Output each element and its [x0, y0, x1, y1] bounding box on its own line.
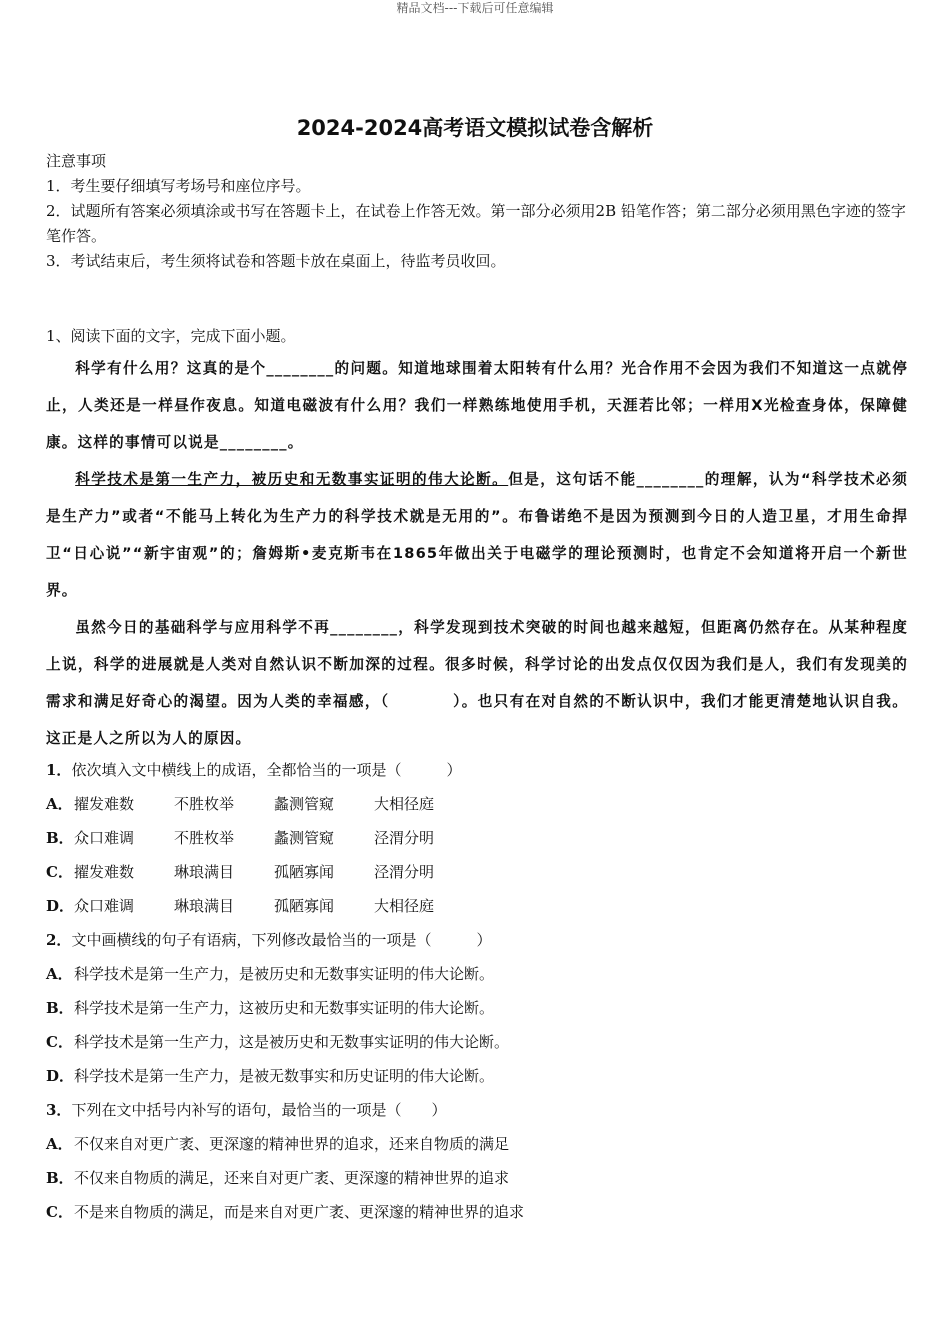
- notice-item: 1．考生要仔细填写考场号和座位序号。: [46, 177, 311, 195]
- question-option: A．不仅来自对更广袤、更深邃的精神世界的追求，还来自物质的满足: [46, 1135, 510, 1153]
- notice-item: 2．试题所有答案必须填涂或书写在答题卡上，在试卷上作答无效。第一部分必须用2B 铅笔作答；第二部分必须用黑色字迹的签字笔作答。: [46, 202, 906, 245]
- question-option: A．擢发难数 不胜枚举 蠡测管窥 大相径庭: [46, 795, 435, 813]
- passage-paragraph: 虽然今日的基础科学与应用科学不再________，科学发现到技术突破的时间也越来越短，但距离仍然存在。从某种程度上说，科学的进展就是人类对自然认识不断加深的过程。很多时候，科学讨论的出发点仅仅因为我们是人，我们有发现美的需求和满足好奇心的渴望。因为人类的幸福感，（ ）。也只有在对自然的不断认识中，我们才能更清楚地认识自我。这正是人之所以为人的原因。: [46, 619, 908, 747]
- reading-passage: [46, 350, 908, 757]
- passage-paragraph: 科学有什么用？这真的是个________的问题。知道地球围着太阳转有什么用？光合作用不会因为我们不知道这一点就停止，人类还是一样昼作夜息。知道电磁波有什么用？我们一样熟练地使用手机，天涯若比邻；一样用X光检查身体，保障健康。这样的事情可以说是________。: [46, 360, 908, 451]
- question-stem: 2．文中画横线的句子有语病，下列修改最恰当的一项是（ ）: [46, 931, 492, 949]
- document-title: 2024-2024高考语文模拟试卷含解析: [296, 116, 654, 140]
- question-option: B．不仅来自物质的满足，还来自对更广袤、更深邃的精神世界的追求: [46, 1169, 510, 1187]
- page-header: 精品文档---下载后可任意编辑: [396, 1, 554, 15]
- question-stem: 3．下列在文中括号内补写的语句，最恰当的一项是（ ）: [46, 1101, 447, 1119]
- question-list: [46, 753, 908, 1229]
- question-option: D．众口难调 琳琅满目 孤陋寡闻 大相径庭: [46, 897, 435, 915]
- section-heading: 1、阅读下面的文字，完成下面小题。: [46, 327, 296, 345]
- question-stem: 1．依次填入文中横线上的成语，全都恰当的一项是（ ）: [46, 761, 462, 779]
- notice-section: [46, 149, 908, 274]
- question-option: C．不是来自物质的满足，而是来自对更广袤、更深邃的精神世界的追求: [46, 1203, 525, 1221]
- question-option: C．擢发难数 琳琅满目 孤陋寡闻 泾渭分明: [46, 863, 435, 881]
- question-option: C．科学技术是第一生产力，这是被历史和无数事实证明的伟大论断。: [46, 1033, 510, 1051]
- underlined-sentence: 科学技术是第一生产力，被历史和无数事实证明的伟大论断。: [75, 471, 509, 488]
- notice-heading: 注意事项: [46, 152, 107, 170]
- passage-text: 但是，这句话不能________的理解，认为“科学技术必须是生产力”或者“不能马上转化为生产力的科学技术就是无用的”。布鲁诺绝不是因为预测到今日的人造卫星，才用生命捍卫“日心说”“新宇宙观”的；詹姆斯•麦克斯韦在1865年做出关于电磁学的理论预测时，也肯定不会知道将开启一个新世界。: [46, 471, 908, 599]
- notice-item: 3．考试结束后，考生须将试卷和答题卡放在桌面上，待监考员收回。: [46, 252, 506, 270]
- question-option: A．科学技术是第一生产力，是被历史和无数事实证明的伟大论断。: [46, 965, 495, 983]
- question-option: D．科学技术是第一生产力，是被无数事实和历史证明的伟大论断。: [46, 1067, 495, 1085]
- passage-paragraph: [46, 461, 908, 609]
- question-option: B．科学技术是第一生产力，这被历史和无数事实证明的伟大论断。: [46, 999, 495, 1017]
- question-option: B．众口难调 不胜枚举 蠡测管窥 泾渭分明: [46, 829, 435, 847]
